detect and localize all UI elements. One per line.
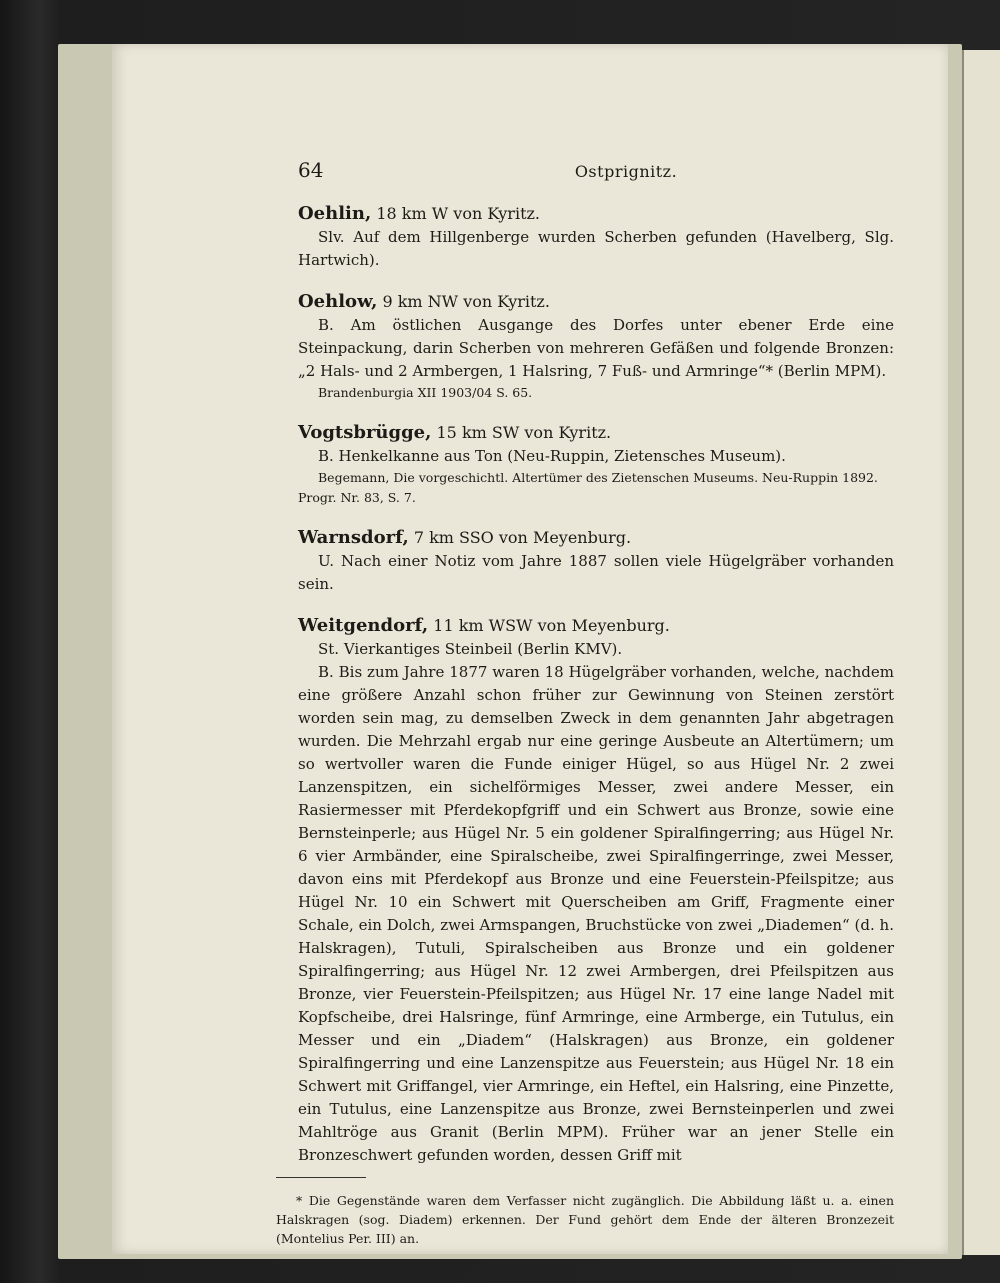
place-name: Weitgendorf, bbox=[298, 615, 429, 636]
place-heading bbox=[298, 526, 894, 550]
entry-paragraph: U. Nach einer Notiz vom Jahre 1887 sollen viele Hügelgräber vorhanden sein. bbox=[298, 552, 894, 593]
place-name: Warnsdorf, bbox=[298, 527, 409, 548]
entry-paragraph: B. Am östlichen Ausgange des Dorfes unter ebener Erde eine Steinpackung, darin Scherben von mehreren Gefäßen und folgende Bronzen: „2 Hals- und 2 Armbergen, 1 Halsring, 7 Fuß- und Armringe“* (Berlin MPM). bbox=[298, 316, 894, 380]
entry-warnsdorf bbox=[298, 526, 894, 596]
place-heading bbox=[298, 421, 894, 445]
place-location: 9 km NW von Kyritz. bbox=[382, 292, 550, 311]
place-heading bbox=[298, 290, 894, 314]
spacer bbox=[276, 508, 894, 522]
place-location: 15 km SW von Kyritz. bbox=[436, 423, 612, 442]
place-heading bbox=[298, 202, 894, 226]
bibliography-reference: Begemann, Die vorgeschichtl. Altertümer des Zietenschen Museums. Neu-Ruppin 1892. Progr. Nr. 83, S. 7. bbox=[298, 470, 878, 505]
spacer bbox=[276, 403, 894, 417]
place-name: Oehlin, bbox=[298, 203, 372, 224]
spacer bbox=[276, 272, 894, 286]
footnote-rule bbox=[276, 1177, 366, 1178]
place-location: 18 km W von Kyritz. bbox=[376, 204, 541, 223]
running-head: Ostprignitz. bbox=[574, 162, 678, 181]
entry-oehlow bbox=[298, 290, 894, 403]
page-content bbox=[276, 158, 894, 1260]
entry-vogtsbruegge bbox=[298, 421, 894, 508]
entry-paragraph: St. Vierkantiges Steinbeil (Berlin KMV). bbox=[318, 640, 623, 658]
entry-paragraph: Slv. Auf dem Hillgenberge wurden Scherben gefunden (Havelberg, Slg. Hartwich). bbox=[298, 228, 894, 269]
place-name: Vogtsbrügge, bbox=[298, 422, 432, 443]
page-number: 64 bbox=[298, 158, 324, 182]
entry-weitgendorf bbox=[298, 614, 894, 1167]
place-location: 11 km WSW von Meyenburg. bbox=[433, 616, 670, 635]
place-heading bbox=[298, 614, 894, 638]
entry-oehlin bbox=[298, 202, 894, 272]
footnote: * Die Gegenstände waren dem Verfasser nicht zugänglich. Die Abbildung läßt u. a. einen Halskragen (sog. Diadem) erkennen. Der Fund gehört dem Ende der älteren Bronzezeit (Montelius Per. III) an. bbox=[276, 1192, 894, 1246]
page-header bbox=[276, 158, 894, 198]
spacer bbox=[276, 596, 894, 610]
bibliography-reference: Brandenburgia XII 1903/04 S. 65. bbox=[318, 385, 533, 400]
place-name: Oehlow, bbox=[298, 291, 378, 312]
place-location: 7 km SSO von Meyenburg. bbox=[413, 528, 632, 547]
next-page-edge bbox=[962, 50, 1000, 1255]
entry-paragraph: B. Bis zum Jahre 1877 waren 18 Hügelgräber vorhanden, welche, nachdem eine größere Anzahl schon früher zur Gewinnung von Steinen zerstört worden sein mag, zu demselben Zweck in dem genannten Jahr abgetragen wurden. Die Mehrzahl ergab nur eine geringe Ausbeute an Altertümern; um so wertvoller waren die Funde einiger Hügel, so aus Hügel Nr. 2 zwei Lanzenspitzen, ein sichelförmiges Messer, zwei andere Messer, ein Rasiermesser mit Pferdekopfgriff und ein Schwert aus Bronze, sowie eine Bernsteinperle; aus Hügel Nr. 5 ein goldener Spiralfingerring; aus Hügel Nr. 6 vier Armbänder, eine Spiralscheibe, zwei Spiralfingerringe, zwei Messer, davon eins mit Pferdekopf aus Bronze und eine Feuerstein-Pfeilspitze; aus Hügel Nr. 10 ein Schwert mit Querscheiben am Griff, Fragmente einer Schale, ein Dolch, zwei Armspangen, Bruchstücke von zwei „Diademen“ (d. h. Halskragen), Tutuli, Spiralscheiben aus Bronze und ein goldener Spiralfingerring; aus Hügel Nr. 12 zwei Armbergen, drei Pfeilspitzen aus Bronze, vier Feuerstein-Pfeilspitzen; aus Hügel Nr. 17 eine lange Nadel mit Kopfscheibe, drei Halsringe, fünf Armringe, eine Armberge, ein Tutulus, ein Messer und ein „Diadem“ (Halskragen) aus Bronze, ein goldener Spiralfingerring und eine Lanzenspitze aus Feuerstein; aus Hügel Nr. 18 ein Schwert mit Griffangel, vier Armringe, ein Heftel, ein Halsring, eine Pinzette, ein Tutulus, eine Lanzenspitze aus Bronze, zwei Bernsteinperlen und zwei Mahltröge aus Granit (Berlin MPM). Früher war an jener Stelle ein Bronzeschwert gefunden worden, dessen Griff mit bbox=[298, 663, 894, 1164]
entry-paragraph: B. Henkelkanne aus Ton (Neu-Ruppin, Zietensches Museum). bbox=[318, 447, 786, 465]
